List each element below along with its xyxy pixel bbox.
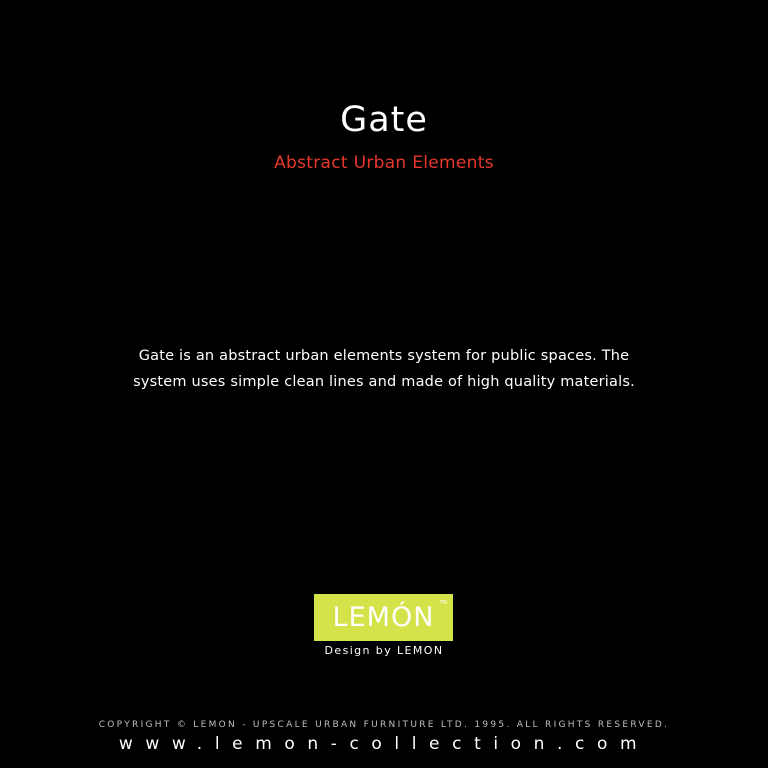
logo-wordmark: LEMÓN [332, 601, 435, 633]
website-link[interactable]: www.lemon-collection.com [118, 734, 650, 754]
page-title: Gate [340, 100, 428, 140]
trademark-mark: TM [439, 600, 447, 606]
logo-caption: Design by LEMON [324, 644, 444, 657]
product-description: Gate is an abstract urban elements system for public spaces. The system uses simple clean lines and made of high quality materials. [133, 348, 635, 390]
copyright-notice: COPYRIGHT © LEMON - UPSCALE URBAN FURNITURE LTD. 1995. ALL RIGHTS RESERVED. [98, 720, 670, 730]
page-subtitle: Abstract Urban Elements [274, 153, 494, 173]
lemon-logo [314, 594, 453, 641]
